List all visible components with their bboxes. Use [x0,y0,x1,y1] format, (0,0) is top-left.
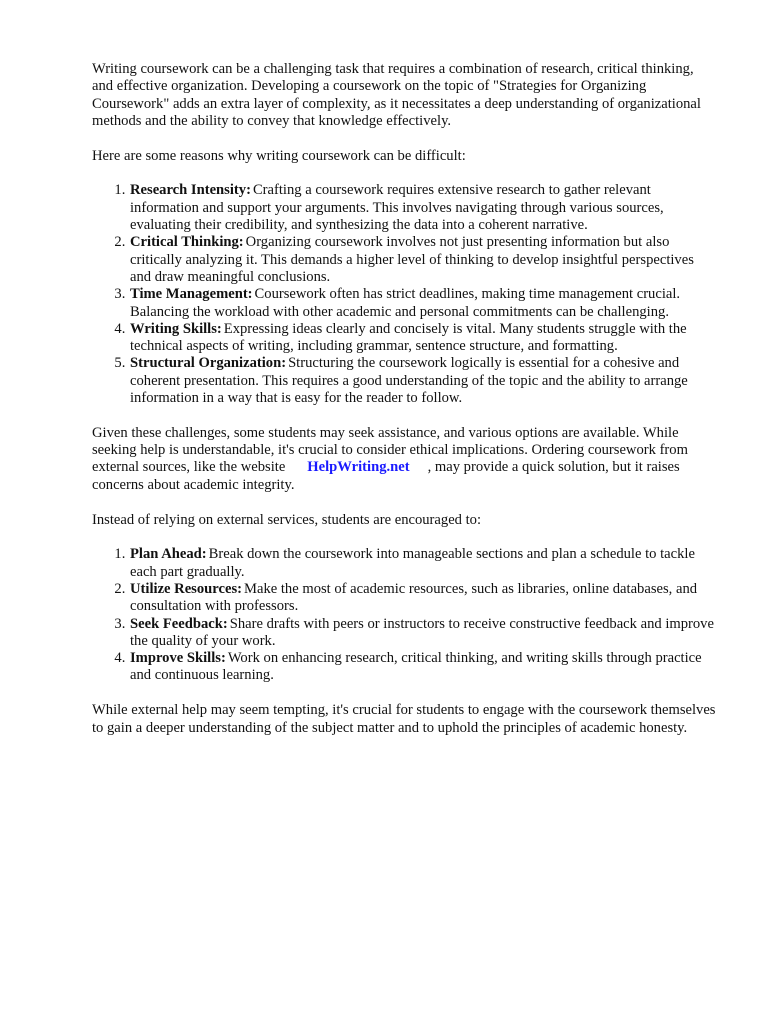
list-item-text: Work on enhancing research, critical thinking, and writing skills through practice and continuous learning. [130,650,702,684]
list-item-term: Seek Feedback: [130,615,228,632]
list-item-term: Plan Ahead: [130,546,207,563]
challenges-paragraph [92,425,718,494]
list-item-text: Break down the coursework into manageable sections and plan a schedule to tackle each part gradually. [130,546,695,580]
list-item [129,321,718,356]
list-item-term: Writing Skills: [130,320,222,337]
list-item-term: Improve Skills: [130,650,226,667]
list-item [129,546,718,581]
list-item-term: Time Management: [130,286,253,303]
tips-list [92,546,718,684]
list-item-term: Research Intensity: [130,182,251,199]
list-item [129,234,718,286]
list-item [129,286,718,321]
reasons-list [92,182,718,407]
helpwriting-link[interactable]: HelpWriting.net [307,459,410,476]
challenges-text-before: Given these challenges, some students may seek assistance, and various options are available. While seeking help is understandable, it's crucial to consider ethical implications. Ordering coursework from external sources, like the website [92,424,688,476]
list-item-text: Structuring the coursework logically is essential for a cohesive and coherent presentation. This requires a good understanding of the topic and the ability to arrange information in a way that is easy for the reader to follow. [130,355,688,407]
list-item-text: Organizing coursework involves not just presenting information but also critically analyzing it. This demands a higher level of thinking to develop insightful perspectives and draw meaningful conclusions. [130,234,694,285]
intro-paragraph: Writing coursework can be a challenging task that requires a combination of research, critical thinking, and effective organization. Developing a coursework on the topic of "Strategies for Organizing Coursework" adds an extra layer of complexity, as it necessitates a deep understanding of organizational methods and the ability to convey that knowledge effectively. [92,61,701,129]
list-item-text: Coursework often has strict deadlines, making time management crucial. Balancing the workload with other academic and personal commitments can be challenging. [130,286,681,320]
list-item-text: Expressing ideas clearly and concisely is vital. Many students struggle with the technical aspects of writing, including grammar, sentence structure, and formatting. [130,320,687,355]
list-item [129,182,718,234]
list-item-term: Critical Thinking: [130,234,244,251]
list-item-term: Utilize Resources: [130,580,242,597]
list-item [129,581,718,616]
conclusion-paragraph: While external help may seem tempting, it's crucial for students to engage with the coursework themselves to gain a deeper understanding of the subject matter and to uphold the principles of academic honesty. [92,702,716,736]
list-item-text: Share drafts with peers or instructors to receive constructive feedback and improve the quality of your work. [130,615,714,649]
challenges-text-after: , may provide a quick solution, but it raises concerns about academic integrity. [92,459,680,493]
list-item [129,355,718,407]
encouraged-heading: Instead of relying on external services, students are encouraged to: [92,511,482,528]
list-item-term: Structural Organization: [130,355,287,372]
list-item [129,650,718,685]
document-page [92,61,718,754]
list-item [129,616,718,651]
list-item-text: Make the most of academic resources, such as libraries, online databases, and consultation with professors. [130,580,698,615]
list-item-text: Crafting a coursework requires extensive research to gather relevant information and support your arguments. This involves navigating through various sources, evaluating their credibility, and synthesizing the data into a coherent narrative. [130,182,664,234]
reasons-heading: Here are some reasons why writing coursework can be difficult: [92,147,466,164]
